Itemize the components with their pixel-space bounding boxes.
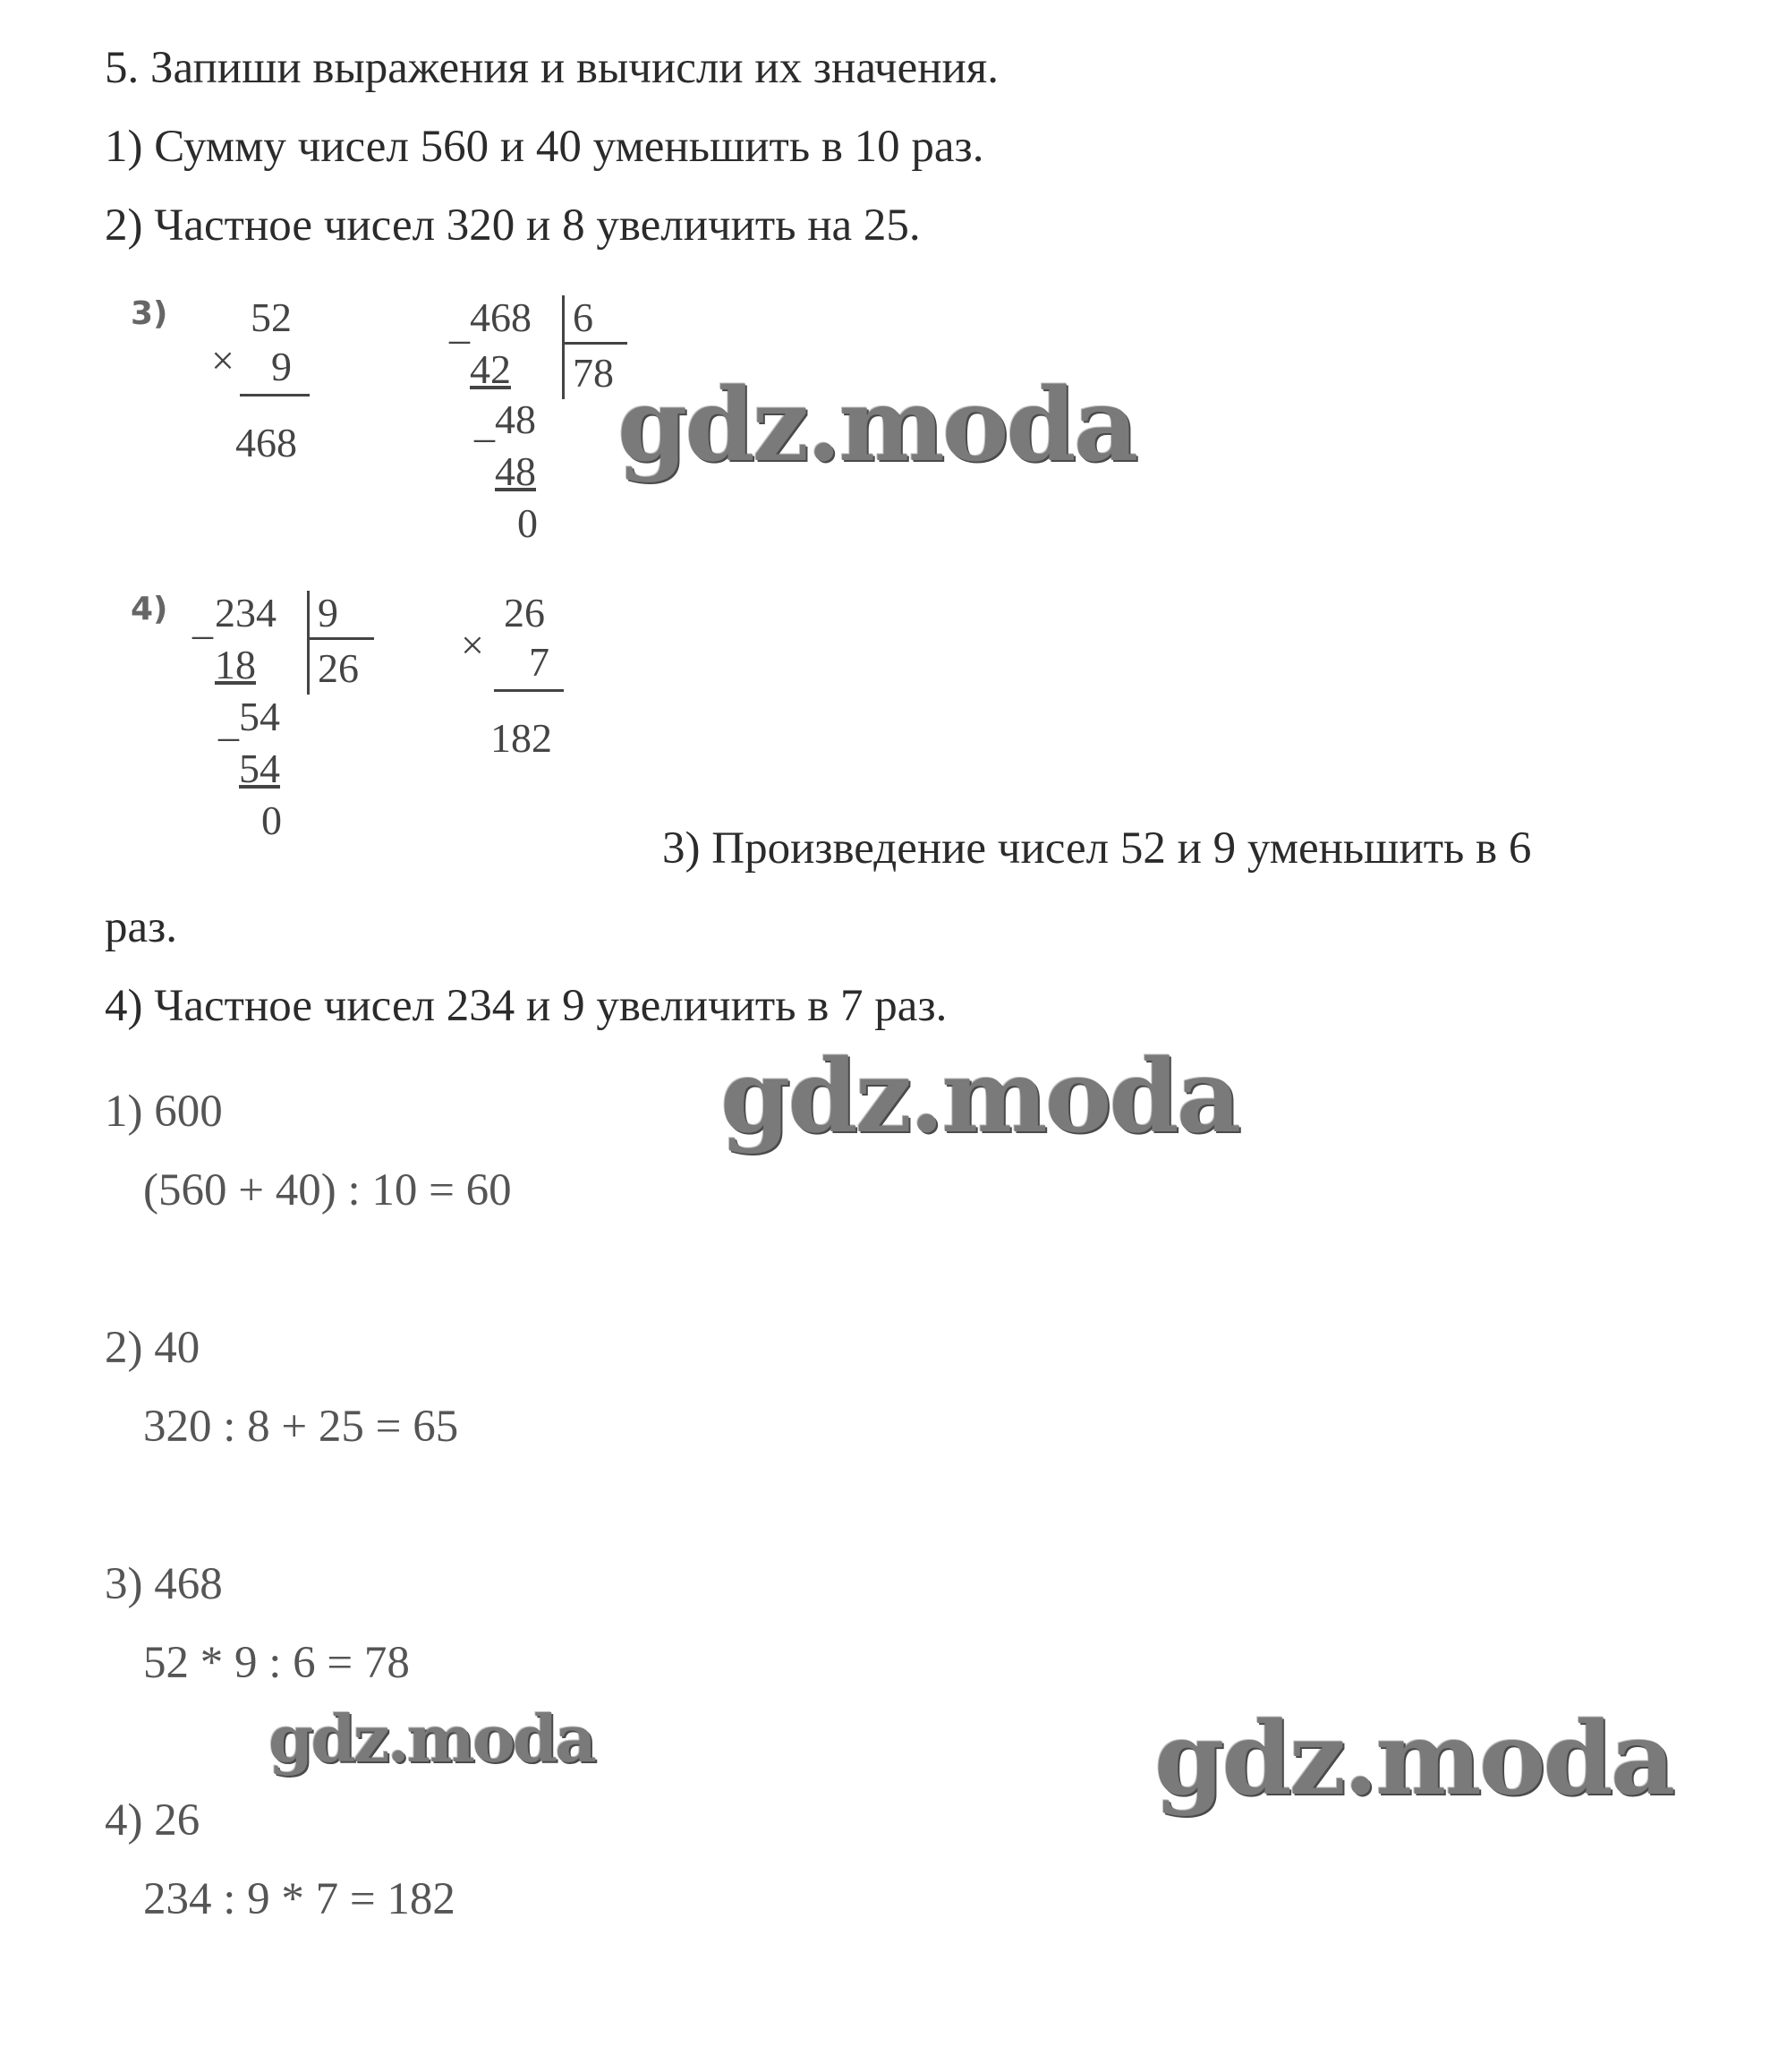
task-item-1: 1) Сумму чисел 560 и 40 уменьшить в 10 раз. xyxy=(105,122,984,172)
mult-factor-a: 26 xyxy=(504,590,545,635)
answer-4-head: 4) 26 xyxy=(105,1795,200,1846)
div-rem-2: 0 xyxy=(517,500,538,546)
task-item-4: 4) Частное чисел 234 и 9 увеличить в 7 раз. xyxy=(105,981,948,1031)
watermark-logo: gdz.moda xyxy=(1154,1701,1673,1818)
div-rem-2: 0 xyxy=(261,797,282,843)
task-item-3-line-2: раз. xyxy=(105,902,178,952)
div-minus-2: _ xyxy=(218,699,239,745)
div-quotient-rule xyxy=(310,637,374,640)
mult-rule xyxy=(494,689,564,692)
answer-3-expression: 52 * 9 : 6 = 78 xyxy=(143,1638,410,1688)
watermark-logo: gdz.moda xyxy=(268,1701,594,1777)
div-quotient: 78 xyxy=(573,350,614,396)
watermark-logo: gdz.moda xyxy=(617,367,1136,484)
answer-3-head: 3) 468 xyxy=(105,1559,223,1609)
answer-1-head: 1) 600 xyxy=(105,1087,223,1137)
task-item-3-line-1: 3) Произведение чисел 52 и 9 уменьшить в 6 xyxy=(662,823,1532,874)
watermark-logo: gdz.moda xyxy=(720,1038,1239,1155)
mult-sign: × xyxy=(211,337,234,383)
div-rem-1: 48 xyxy=(495,396,536,442)
div-rem-1: 54 xyxy=(239,694,280,739)
div-divisor: 9 xyxy=(318,590,338,635)
task-item-2: 2) Частное чисел 320 и 8 увеличить на 25. xyxy=(105,200,921,251)
answer-4-expression: 234 : 9 * 7 = 182 xyxy=(143,1874,455,1924)
mult-result: 182 xyxy=(490,715,552,761)
mult-factor-b: 9 xyxy=(271,344,292,389)
div-divisor: 6 xyxy=(573,294,593,340)
mult-rule xyxy=(240,394,310,396)
answer-1-expression: (560 + 40) : 10 = 60 xyxy=(143,1165,512,1215)
mult-sign: × xyxy=(461,622,484,668)
div-quotient-rule xyxy=(565,342,627,345)
answer-2-head: 2) 40 xyxy=(105,1323,200,1373)
div-sub-2: 54 xyxy=(239,746,280,791)
calc-label-3: 3) xyxy=(131,295,168,332)
calc-label-4: 4) xyxy=(131,591,168,627)
div-sub-2: 48 xyxy=(495,448,536,494)
div-vertical-rule xyxy=(562,295,565,399)
answer-2-expression: 320 : 8 + 25 = 65 xyxy=(143,1402,459,1452)
div-dividend: 234 xyxy=(215,590,277,635)
div-minus-2: _ xyxy=(474,400,495,446)
div-sub-1: 42 xyxy=(470,346,511,392)
div-dividend: 468 xyxy=(470,294,532,340)
div-quotient: 26 xyxy=(318,645,359,691)
mult-factor-b: 7 xyxy=(529,639,549,685)
mult-factor-a: 52 xyxy=(251,294,292,340)
div-vertical-rule xyxy=(307,591,310,695)
mult-result: 468 xyxy=(235,420,297,465)
div-minus-1: _ xyxy=(449,302,470,347)
task-title: 5. Запиши выражения и вычисли их значения. xyxy=(105,43,1000,93)
div-minus-1: _ xyxy=(192,597,213,643)
div-sub-1: 18 xyxy=(215,642,256,687)
